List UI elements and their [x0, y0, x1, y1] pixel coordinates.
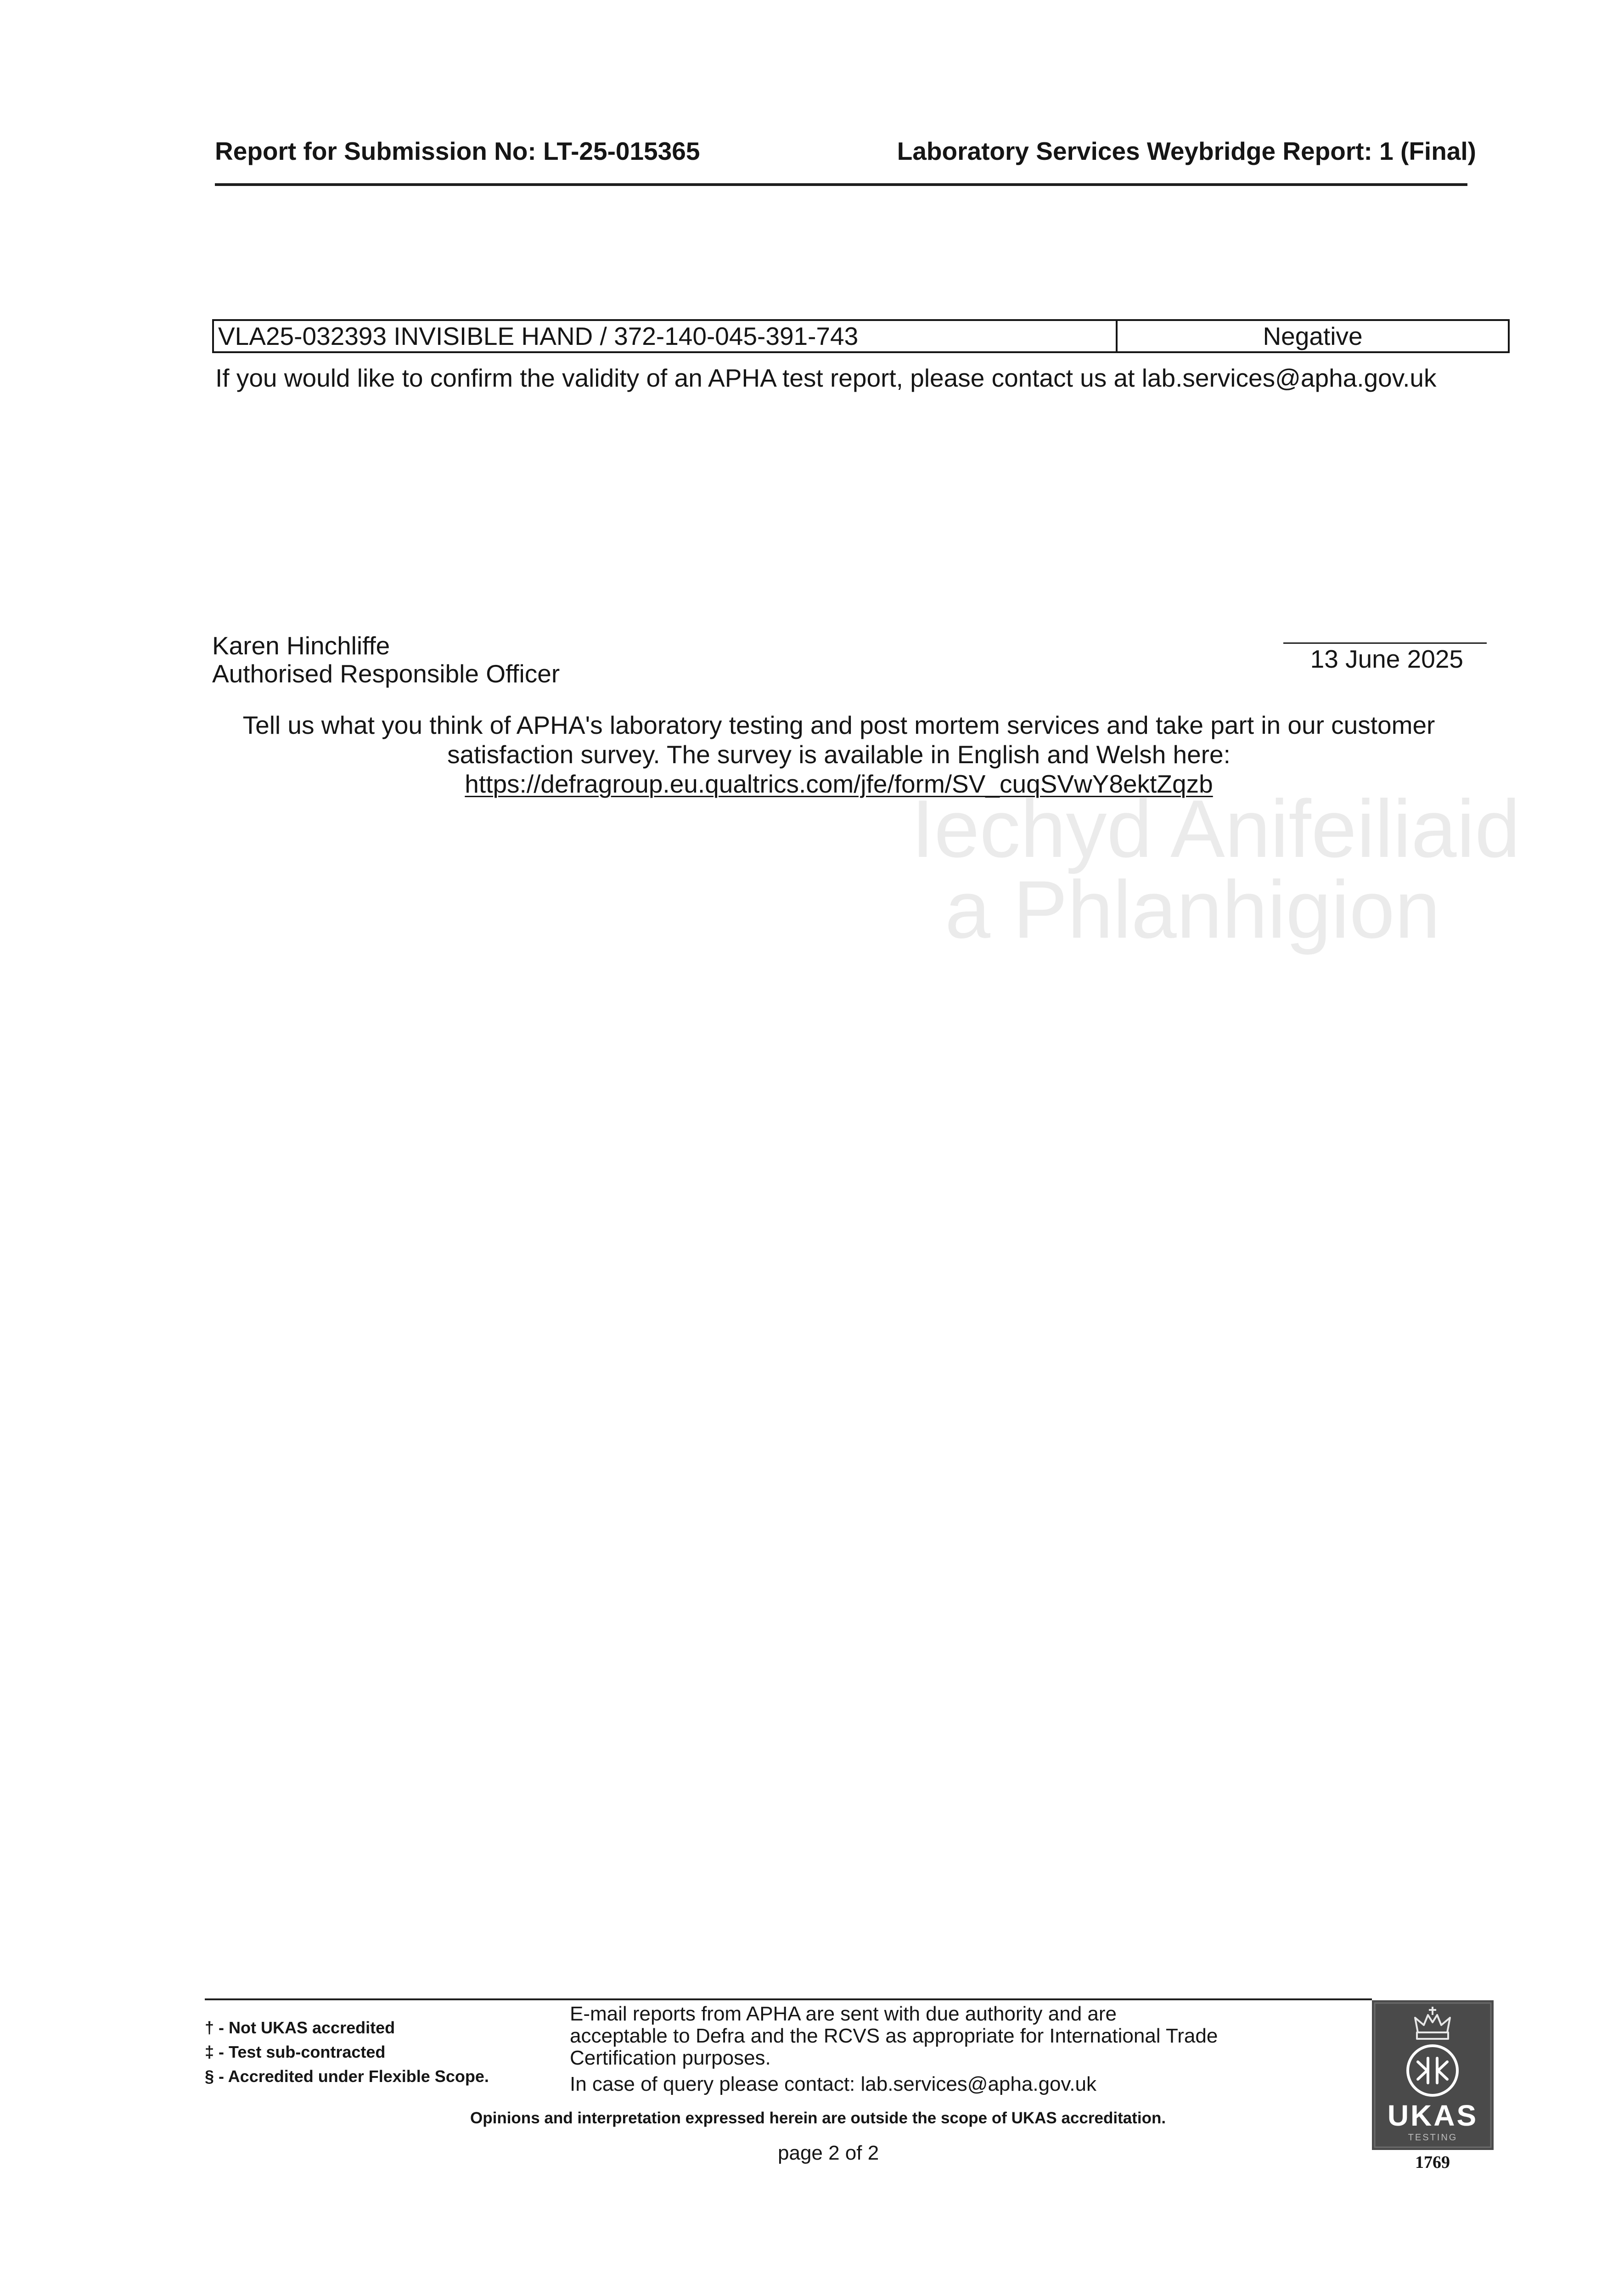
- accreditation-legend: [205, 2015, 489, 2088]
- legend-item: † - Not UKAS accredited: [205, 2018, 395, 2037]
- result-cell: Negative: [1116, 321, 1508, 351]
- ukas-logo-name: UKAS: [1387, 2099, 1478, 2132]
- ukas-symbol-icon: [1408, 2046, 1457, 2095]
- survey-line-2: satisfaction survey. The survey is available in English and Welsh here:: [447, 740, 1231, 769]
- ukas-logo: [1372, 2000, 1494, 2150]
- sample-cell: VLA25-032393 INVISIBLE HAND / 372-140-045-391-743: [218, 322, 859, 350]
- ukas-disclaimer: Opinions and interpretation expressed herein are outside the scope of UKAS accreditation.: [470, 2109, 1166, 2127]
- crown-icon: [1415, 2007, 1450, 2039]
- report-title: Laboratory Services Weybridge Report: 1 (Final): [897, 137, 1476, 165]
- survey-link-line: [184, 769, 1494, 799]
- watermark-line-1: Iechyd Anifeiliaid: [911, 783, 1520, 874]
- header-divider: [215, 183, 1467, 186]
- email-note-line: acceptable to Defra and the RCVS as appropriate for International Trade: [570, 2025, 1218, 2047]
- signatory-name: Karen Hinchliffe: [212, 631, 390, 660]
- email-note: [570, 2003, 1218, 2095]
- legend-item: ‡ - Test sub-contracted: [205, 2043, 386, 2061]
- email-note-line: Certification purposes.: [570, 2047, 771, 2069]
- signatory-role: Authorised Responsible Officer: [212, 659, 560, 688]
- email-note-line: E-mail reports from APHA are sent with due authority and are: [570, 2003, 1117, 2025]
- page-number: page 2 of 2: [778, 2142, 879, 2164]
- signature-date-line: [1283, 642, 1487, 644]
- survey-paragraph: [184, 710, 1494, 799]
- submission-number: Report for Submission No: LT-25-015365: [215, 137, 700, 165]
- results-table: [212, 319, 1510, 353]
- survey-link[interactable]: https://defragroup.eu.qualtrics.com/jfe/form/SV_cuqSVwY8ektZqzb: [465, 770, 1213, 798]
- survey-line-1: Tell us what you think of APHA's laboratory testing and post mortem services and take part in our customer: [242, 711, 1435, 739]
- validity-note: If you would like to confirm the validity of an APHA test report, please contact us at lab.services@apha.gov.uk: [215, 364, 1437, 392]
- signature-date: 13 June 2025: [1310, 645, 1463, 673]
- footer-divider: [205, 1998, 1372, 2000]
- watermark-line-2: a Phlanhigion: [945, 864, 1440, 955]
- ukas-logo-label: TESTING: [1408, 2133, 1458, 2143]
- ukas-accreditation-number: 1769: [1415, 2153, 1450, 2172]
- signatory-block: [212, 632, 560, 688]
- query-contact: In case of query please contact: lab.services@apha.gov.uk: [570, 2073, 1096, 2095]
- legend-item: § - Accredited under Flexible Scope.: [205, 2067, 489, 2086]
